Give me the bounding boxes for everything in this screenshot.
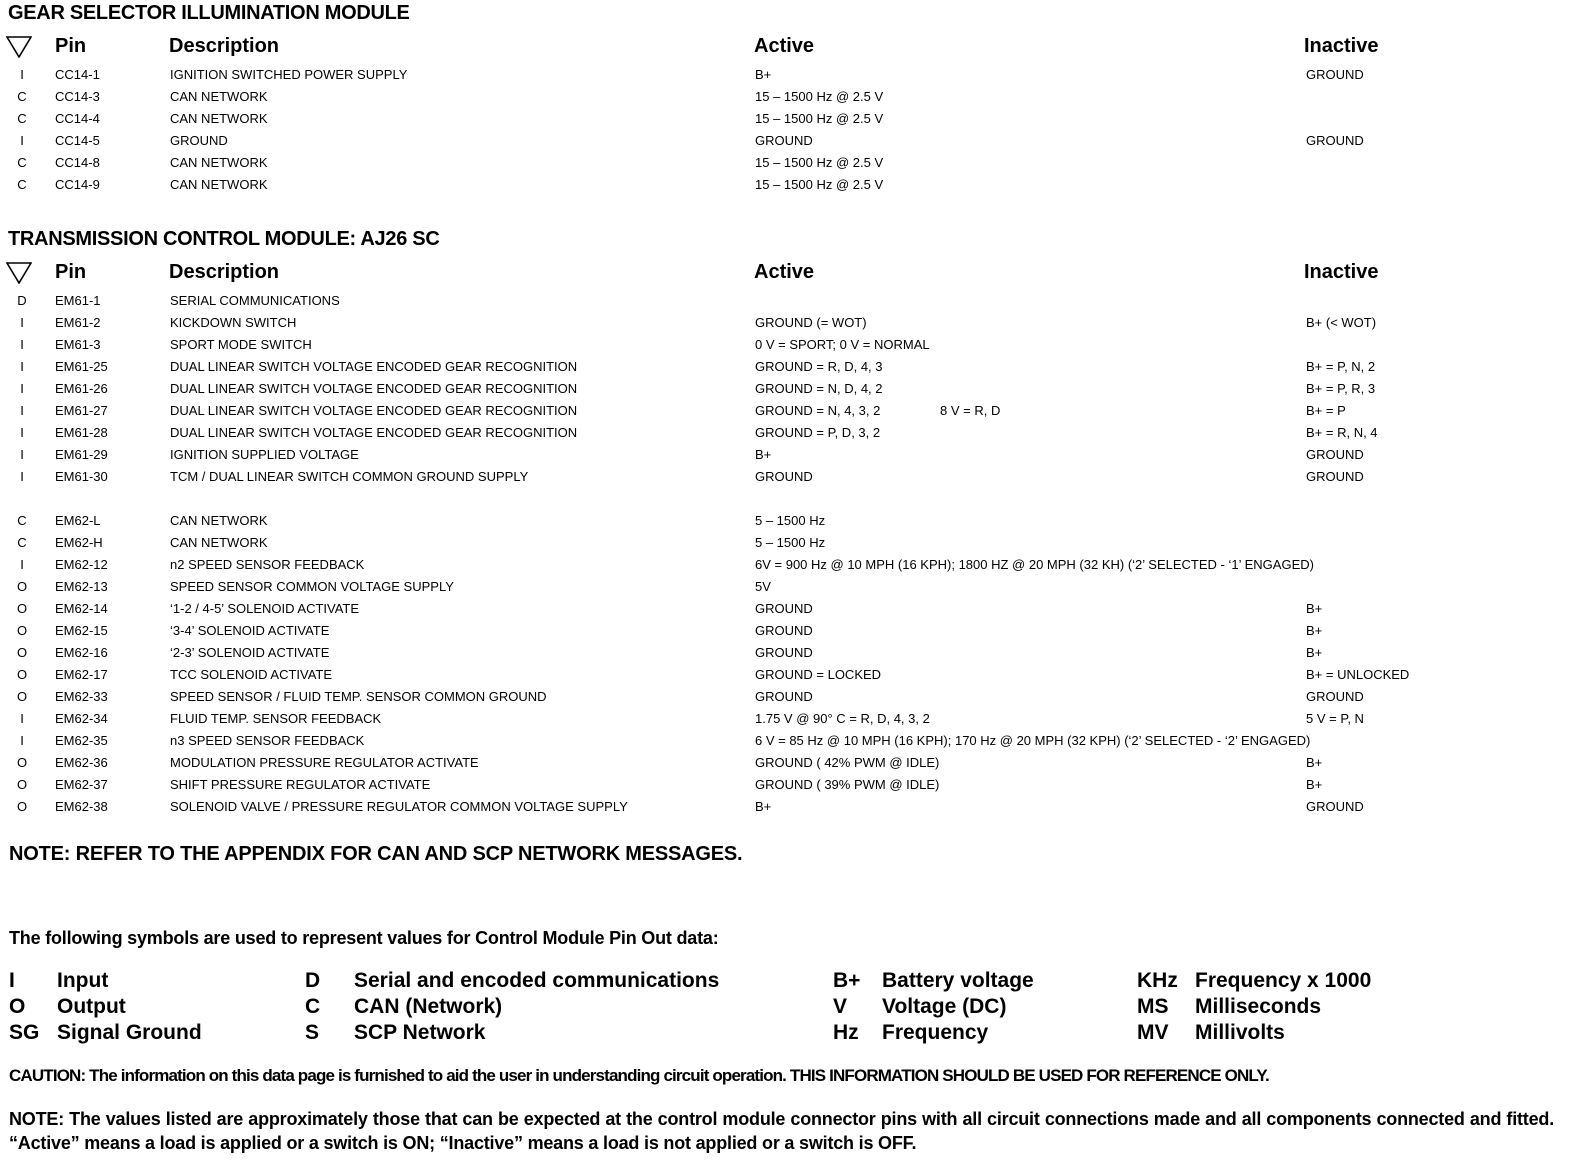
caution-text: CAUTION: The information on this data page is furnished to aid the user in understanding circuit operation. THIS INFORMATION SHOULD BE USED FOR REFERENCE ONLY. (9, 1066, 1269, 1085)
values-note: NOTE: The values listed are approximately those that can be expected at the control module connector pins with all circuit connections made and all components connected and fitted. “Active” means a load is applied or a switch is ON; “Inactive” means a load is not applied or a switch is OFF. (9, 1109, 1554, 1153)
tcm-title: TRANSMISSION CONTROL MODULE: AJ26 SC (8, 228, 440, 250)
pin-active-value: B+ (755, 67, 772, 82)
pin-description: CAN NETWORK (170, 177, 268, 192)
symbol-meaning: Voltage (DC) (882, 995, 1007, 1018)
pin-description: MODULATION PRESSURE REGULATOR ACTIVATE (170, 755, 479, 770)
tcm-em61-pin-table (0, 290, 1584, 488)
pin-active-value: 1.75 V @ 90° C = R, D, 4, 3, 2 (755, 711, 930, 726)
pin-type: O (16, 689, 28, 704)
pin-description: IGNITION SUPPLIED VOLTAGE (170, 447, 359, 462)
pin-id: EM62-33 (55, 689, 108, 704)
pin-inactive-value: B+ (1306, 623, 1323, 638)
pin-description: ‘1-2 / 4-5’ SOLENOID ACTIVATE (170, 601, 360, 616)
pin-id: EM62-13 (55, 579, 108, 594)
table-row (0, 64, 1584, 86)
pin-inactive-value: B+ = P, N, 2 (1306, 359, 1376, 374)
pin-description: GROUND (170, 133, 228, 148)
symbol-meaning: Millivolts (1195, 1021, 1285, 1044)
pin-active-value: GROUND = LOCKED (755, 667, 882, 682)
symbol-meaning: Serial and encoded communications (354, 969, 720, 992)
tcm-em62-pin-table (0, 510, 1584, 818)
pin-description: KICKDOWN SWITCH (170, 315, 297, 330)
pin-type: C (17, 177, 27, 192)
symbol-code: MV (1137, 1021, 1169, 1044)
pin-id: EM61-28 (55, 425, 108, 440)
pin-type: O (16, 645, 28, 660)
pin-id: EM61-30 (55, 469, 108, 484)
pin-description: ‘2-3’ SOLENOID ACTIVATE (170, 645, 330, 660)
pin-active-value: 15 – 1500 Hz @ 2.5 V (755, 89, 884, 104)
pin-id: EM62-17 (55, 667, 108, 682)
pin-description: FLUID TEMP. SENSOR FEEDBACK (170, 711, 382, 726)
pin-description: SOLENOID VALVE / PRESSURE REGULATOR COMMON VOLTAGE SUPPLY (170, 799, 628, 814)
pin-description: DUAL LINEAR SWITCH VOLTAGE ENCODED GEAR RECOGNITION (170, 359, 578, 374)
pin-id: EM62-H (55, 535, 103, 550)
pin-inactive-value: B+ (< WOT) (1306, 315, 1377, 330)
pin-active-value: GROUND = P, D, 3, 2 (755, 425, 881, 440)
symbol-meaning: Output (57, 995, 126, 1018)
pin-id: EM62-36 (55, 755, 108, 770)
pin-description: IGNITION SWITCHED POWER SUPPLY (170, 67, 408, 82)
symbol-meaning: Input (57, 969, 109, 992)
pin-active-value: GROUND (= WOT) (755, 315, 867, 330)
pin-id: CC14-9 (55, 177, 100, 192)
symbol-meaning: SCP Network (354, 1021, 486, 1044)
pin-description: SHIFT PRESSURE REGULATOR ACTIVATE (170, 777, 431, 792)
tcm-header-active: Active (754, 261, 815, 283)
pin-type: I (20, 381, 24, 396)
gsim-header-pin: Pin (55, 35, 87, 57)
pin-active-value: 15 – 1500 Hz @ 2.5 V (755, 111, 884, 126)
symbol-code: Hz (833, 1021, 859, 1044)
pin-active-value: B+ (755, 799, 772, 814)
pin-active-value: GROUND = N, D, 4, 2 (755, 381, 883, 396)
pin-description: TCC SOLENOID ACTIVATE (170, 667, 333, 682)
pin-description: DUAL LINEAR SWITCH VOLTAGE ENCODED GEAR RECOGNITION (170, 425, 578, 440)
pin-active-value: GROUND = R, D, 4, 3 (755, 359, 883, 374)
appendix-note: NOTE: REFER TO THE APPENDIX FOR CAN AND SCP NETWORK MESSAGES. (9, 843, 743, 865)
pin-type: O (16, 667, 28, 682)
table-row (0, 752, 1584, 774)
symbol-code: B+ (833, 969, 861, 992)
pin-inactive-value: GROUND (1306, 469, 1364, 484)
pin-active-value: GROUND (755, 469, 813, 484)
pin-type: O (16, 623, 28, 638)
pin-active-value: 5 – 1500 Hz (755, 513, 826, 528)
table-row (0, 400, 1584, 422)
pin-description: n3 SPEED SENSOR FEEDBACK (170, 733, 365, 748)
table-row (0, 576, 1584, 598)
symbol-code: I (9, 969, 15, 992)
pin-type: I (20, 67, 24, 82)
pin-active-value: GROUND ( 42% PWM @ IDLE) (755, 755, 940, 770)
pin-inactive-value: B+ = R, N, 4 (1306, 425, 1378, 440)
table-row (0, 532, 1584, 554)
table-row (0, 796, 1584, 818)
pin-description: DUAL LINEAR SWITCH VOLTAGE ENCODED GEAR RECOGNITION (170, 403, 578, 418)
pin-active-value: 5V (755, 579, 771, 594)
pin-type: O (16, 777, 28, 792)
pin-id: EM61-25 (55, 359, 108, 374)
pin-type: I (20, 711, 24, 726)
pin-active-value-alt: 8 V = R, D (940, 403, 1001, 418)
pin-type: I (20, 469, 24, 484)
pin-type: I (20, 359, 24, 374)
pin-inactive-value: GROUND (1306, 799, 1364, 814)
tcm-header-description: Description (169, 261, 280, 283)
pin-id: EM62-L (55, 513, 101, 528)
tcm-header-inactive: Inactive (1304, 261, 1379, 283)
pin-active-value: 0 V = SPORT; 0 V = NORMAL (755, 337, 930, 352)
pin-inactive-value: B+ (1306, 645, 1323, 660)
table-row (0, 152, 1584, 174)
pin-type: C (17, 111, 27, 126)
symbol-code: S (305, 1021, 320, 1044)
pin-inactive-value: B+ = UNLOCKED (1306, 667, 1410, 682)
pin-type: I (20, 403, 24, 418)
pin-inactive-value: GROUND (1306, 133, 1364, 148)
table-row (0, 290, 1584, 312)
pin-type: C (17, 513, 27, 528)
table-row (0, 86, 1584, 108)
pin-active-value: 6 V = 85 Hz @ 10 MPH (16 KPH); 170 Hz @ 20 MPH (32 KPH) (‘2’ SELECTED - ‘2’ ENGAGED) (755, 733, 1311, 748)
pin-id: EM61-26 (55, 381, 108, 396)
pin-type: I (20, 733, 24, 748)
table-row (0, 444, 1584, 466)
symbol-meaning: Milliseconds (1195, 995, 1322, 1018)
table-row (0, 730, 1584, 752)
pin-description: SPEED SENSOR / FLUID TEMP. SENSOR COMMON GROUND (170, 689, 547, 704)
table-row (0, 334, 1584, 356)
pin-id: CC14-1 (55, 67, 100, 82)
pin-type: I (20, 425, 24, 440)
pin-id: EM61-2 (55, 315, 101, 330)
pin-inactive-value: B+ (1306, 777, 1323, 792)
gsim-pin-table (0, 64, 1584, 196)
table-row (0, 642, 1584, 664)
pin-type: I (20, 133, 24, 148)
table-row (0, 174, 1584, 196)
pin-inactive-value: B+ (1306, 601, 1323, 616)
pin-description: n2 SPEED SENSOR FEEDBACK (170, 557, 365, 572)
pin-active-value: 5 – 1500 Hz (755, 535, 826, 550)
pin-description: TCM / DUAL LINEAR SWITCH COMMON GROUND SUPPLY (170, 469, 529, 484)
pin-inactive-value: B+ = P, R, 3 (1306, 381, 1376, 396)
pin-type: O (16, 755, 28, 770)
table-row (0, 312, 1584, 334)
table-row (0, 466, 1584, 488)
pin-description: ‘3-4’ SOLENOID ACTIVATE (170, 623, 330, 638)
symbol-code: KHz (1137, 969, 1178, 992)
pin-description: SPEED SENSOR COMMON VOLTAGE SUPPLY (170, 579, 454, 594)
pin-description: SPORT MODE SWITCH (170, 337, 312, 352)
symbol-code: MS (1137, 995, 1169, 1018)
table-row (0, 554, 1584, 576)
pin-inactive-value: GROUND (1306, 447, 1364, 462)
pin-description: SERIAL COMMUNICATIONS (170, 293, 340, 308)
gsim-title: GEAR SELECTOR ILLUMINATION MODULE (8, 2, 410, 24)
table-row (0, 356, 1584, 378)
pin-active-value: GROUND (755, 601, 813, 616)
pin-description: CAN NETWORK (170, 89, 268, 104)
pin-description: CAN NETWORK (170, 535, 268, 550)
pin-inactive-value: 5 V = P, N (1306, 711, 1364, 726)
pin-inactive-value: B+ (1306, 755, 1323, 770)
pin-active-value: B+ (755, 447, 772, 462)
symbol-meaning: CAN (Network) (354, 995, 503, 1018)
pin-description: CAN NETWORK (170, 155, 268, 170)
pin-active-value: GROUND ( 39% PWM @ IDLE) (755, 777, 940, 792)
pin-id: CC14-4 (55, 111, 100, 126)
pin-id: EM61-27 (55, 403, 108, 418)
pin-inactive-value: B+ = P (1306, 403, 1346, 418)
pin-inactive-value: GROUND (1306, 689, 1364, 704)
table-row (0, 774, 1584, 796)
symbols-intro: The following symbols are used to represent values for Control Module Pin Out data: (9, 928, 719, 948)
table-row (0, 598, 1584, 620)
pin-type: I (20, 337, 24, 352)
gsim-header-description: Description (169, 35, 280, 57)
connector-triangle-icon (6, 262, 32, 284)
pin-id: EM61-29 (55, 447, 108, 462)
pin-type: I (20, 315, 24, 330)
pin-active-value: GROUND = N, 4, 3, 2 (755, 403, 881, 418)
gsim-header-inactive: Inactive (1304, 35, 1379, 57)
pin-active-value: 15 – 1500 Hz @ 2.5 V (755, 155, 884, 170)
table-row (0, 620, 1584, 642)
table-row (0, 664, 1584, 686)
pin-id: EM61-1 (55, 293, 101, 308)
pin-active-value: 15 – 1500 Hz @ 2.5 V (755, 177, 884, 192)
table-row (0, 708, 1584, 730)
pin-inactive-value: GROUND (1306, 67, 1364, 82)
pin-id: CC14-8 (55, 155, 100, 170)
table-row (0, 686, 1584, 708)
pin-id: CC14-5 (55, 133, 100, 148)
pin-active-value: GROUND (755, 133, 813, 148)
pin-id: EM61-3 (55, 337, 101, 352)
pin-id: EM62-37 (55, 777, 108, 792)
pin-id: EM62-35 (55, 733, 108, 748)
pin-active-value: GROUND (755, 623, 813, 638)
symbol-meaning: Frequency x 1000 (1195, 969, 1372, 992)
pin-id: EM62-38 (55, 799, 108, 814)
pin-id: EM62-34 (55, 711, 108, 726)
pin-id: EM62-12 (55, 557, 108, 572)
symbol-code: D (305, 969, 321, 992)
gsim-header-active: Active (754, 35, 815, 57)
table-row (0, 130, 1584, 152)
table-row (0, 378, 1584, 400)
pin-description: CAN NETWORK (170, 111, 268, 126)
pin-type: C (17, 155, 27, 170)
pin-type: O (16, 601, 28, 616)
table-row (0, 108, 1584, 130)
symbol-meaning: Signal Ground (57, 1021, 202, 1044)
connector-triangle-icon (6, 36, 32, 58)
pin-type: D (17, 293, 27, 308)
pin-type: C (17, 535, 27, 550)
pin-id: EM62-15 (55, 623, 108, 638)
pin-type: C (17, 89, 27, 104)
pin-id: EM62-14 (55, 601, 108, 616)
table-row (0, 510, 1584, 532)
pin-type: O (16, 579, 28, 594)
pin-type: I (20, 557, 24, 572)
pin-id: CC14-3 (55, 89, 100, 104)
symbol-code: SG (9, 1021, 40, 1044)
symbol-meaning: Frequency (882, 1021, 989, 1044)
pin-type: I (20, 447, 24, 462)
symbol-meaning: Battery voltage (882, 969, 1034, 992)
pin-active-value: 6V = 900 Hz @ 10 MPH (16 KPH); 1800 HZ @ 20 MPH (32 KH) (‘2’ SELECTED - ‘1’ ENGAGED) (755, 557, 1314, 572)
pin-active-value: GROUND (755, 645, 813, 660)
pin-type: O (16, 799, 28, 814)
pin-active-value: GROUND (755, 689, 813, 704)
pin-description: DUAL LINEAR SWITCH VOLTAGE ENCODED GEAR RECOGNITION (170, 381, 578, 396)
symbol-code: C (305, 995, 321, 1018)
pin-id: EM62-16 (55, 645, 108, 660)
tcm-header-pin: Pin (55, 261, 87, 283)
symbol-code: O (9, 995, 26, 1018)
table-row (0, 422, 1584, 444)
symbol-code: V (833, 995, 848, 1018)
pin-description: CAN NETWORK (170, 513, 268, 528)
